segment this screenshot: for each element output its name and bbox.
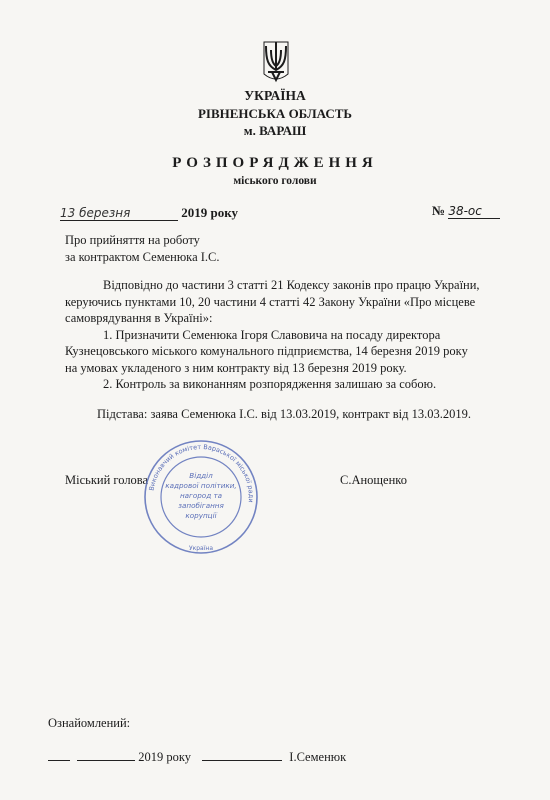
stamp-center-5: корупції [185, 511, 217, 520]
subject-line-2: за контрактом Семенюка І.С. [65, 250, 220, 264]
signer-name: С.Анощенко [340, 473, 407, 487]
blank-signature [202, 748, 282, 761]
intro-line-3: самоврядування в Україні»: [65, 311, 213, 325]
subject-block [65, 232, 220, 266]
document-number [432, 203, 500, 219]
blank-month [77, 748, 135, 761]
number-prefix: № [432, 203, 446, 218]
item-2: 2. Контроль за виконанням розпорядження залишаю за собою. [103, 377, 437, 391]
stamp-center-3: нагород та [179, 491, 223, 500]
subject-line-1: Про прийняття на роботу [65, 233, 200, 247]
stamp-ring-text: Виконавчий комітет Вараської міської ради [147, 442, 256, 503]
stamp-center-1: Відділ [189, 471, 213, 480]
date-year: 2019 року [181, 205, 239, 220]
acknowledgement-label: Ознайомлений: [48, 716, 131, 730]
handwritten-number: 38-ос [448, 204, 500, 219]
document-date [60, 205, 238, 221]
item-1-line-3: на умовах укладеного з ним контракту від 13 березня 2019 року. [65, 360, 407, 375]
city-heading: м. ВАРАШ [243, 123, 307, 138]
stamp-center-4: запобігання [178, 501, 224, 510]
stamp-bottom: Україна [188, 545, 214, 552]
acknowledgement-line [48, 748, 346, 765]
basis-line: Підстава: заява Семенюка І.С. від 13.03.2019, контракт від 13.03.2019. [97, 407, 471, 421]
region-heading: РІВНЕНСЬКА ОБЛАСТЬ [197, 106, 353, 121]
stamp-center-2: кадрової політики, [165, 481, 237, 490]
country-heading: УКРАЇНА [244, 88, 306, 103]
ack-year: 2019 року [138, 750, 192, 764]
document-title: РОЗПОРЯДЖЕННЯ [172, 155, 378, 171]
ack-name: І.Семенюк [289, 750, 347, 764]
item-1-line-1: 1. Призначити Семенюка Ігоря Славовича на посаду директора [103, 327, 441, 342]
handwritten-date: 13 березня [60, 206, 178, 221]
document-subtitle: міського голови [233, 175, 317, 187]
trident-emblem-icon [262, 40, 290, 84]
order-body [65, 277, 515, 393]
signer-role: Міський голова [65, 473, 149, 487]
item-1-line-2: Кузнецовського міського комунального підприємства, 14 березня 2019 року [65, 344, 468, 358]
intro-line-2: керуючись пунктами 10, 20 частини 4 статті 42 Закону України «Про місцеве [65, 294, 476, 309]
blank-day [48, 748, 70, 761]
intro-line-1: Відповідно до частини 3 статті 21 Кодексу законів про працю України, [103, 278, 480, 292]
official-stamp [142, 438, 260, 556]
